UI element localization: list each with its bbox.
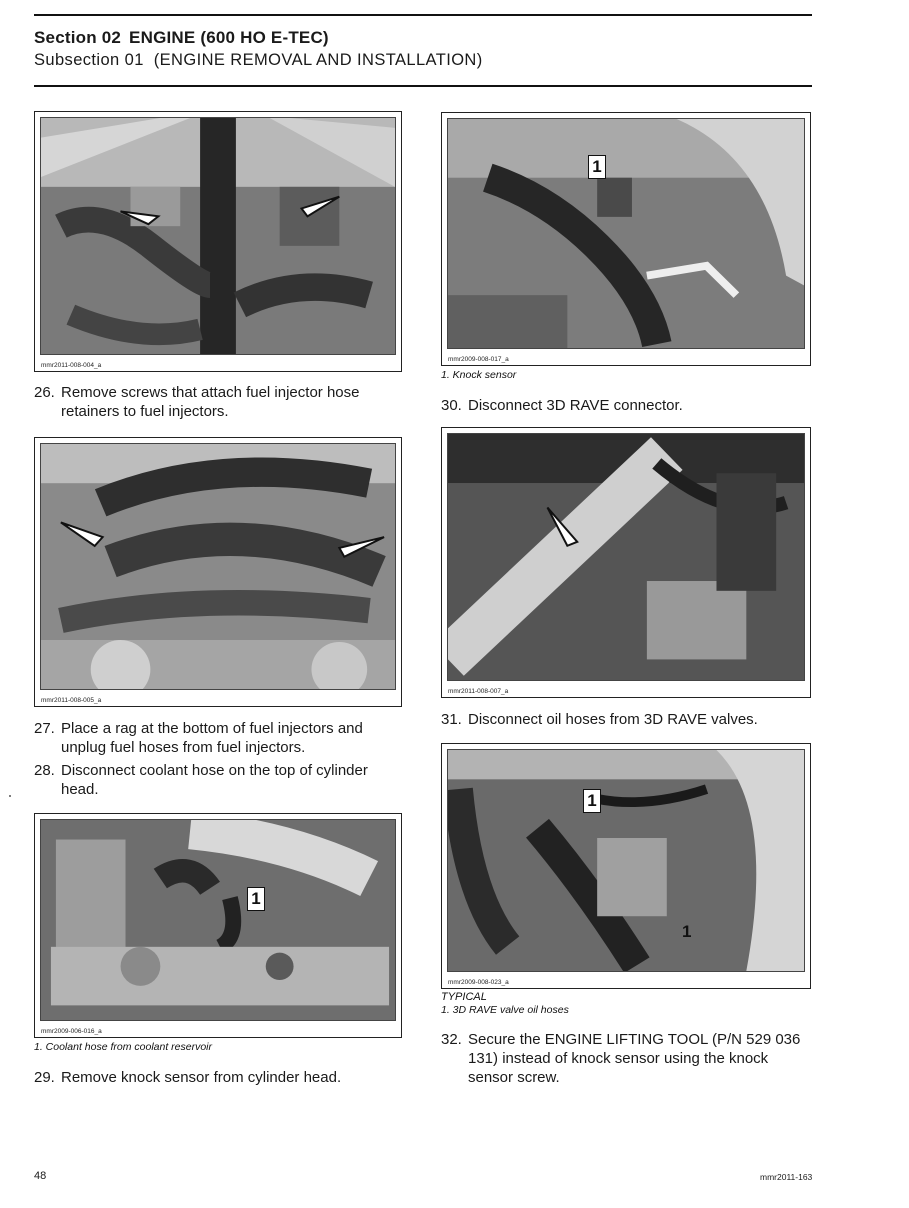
figure-id: mmr2009-008-023_a [448,979,509,986]
header-top-rule [34,14,812,16]
callout-1: 1 [247,887,265,911]
figure-caption-typical: TYPICAL [441,991,487,1003]
callout-1: 1 [588,155,606,179]
engine-photo [447,749,805,972]
engine-photo [40,443,396,690]
figure-id: mmr2009-006-016_a [41,1028,102,1035]
figure-rave-oil-hoses [441,743,811,989]
section-title: Section 02 ENGINE (600 HO E-TEC) [34,28,329,47]
callout-1: 1 [583,789,601,813]
figure-id: mmr2011-008-004_a [41,362,102,369]
step-26: 26. Remove screws that attach fuel injector hose retainers to fuel injectors. [34,384,360,420]
figure-id: mmr2011-008-007_a [448,688,509,695]
subsection-title: Subsection 01 (ENGINE REMOVAL AND INSTALLATION) [34,51,483,69]
step-32: 32. Secure the ENGINE LIFTING TOOL (P/N 529 036 131) instead of knock sensor using the knock sensor screw. [441,1031,801,1086]
engine-photo [447,118,805,349]
step-28: 28. Disconnect coolant hose on the top of cylinder head. [34,762,368,798]
figure-caption: 1. 3D RAVE valve oil hoses [441,1004,569,1016]
step-27: 27. Place a rag at the bottom of fuel injectors and unplug fuel hoses from fuel injectors. [34,720,363,756]
callout-1: 1 [682,922,692,941]
figure-caption: 1. Coolant hose from coolant reservoir [34,1041,213,1053]
page-number: 48 [34,1170,47,1182]
figure-coolant-hose [34,813,402,1038]
document-code: mmr2011-163 [760,1172,813,1182]
engine-photo [447,433,805,681]
figure-fuel-hoses [34,437,402,707]
header-bottom-rule [34,85,812,87]
figure-id: mmr2009-008-017_a [448,356,509,363]
figure-injector-retainers [34,111,402,372]
figure-knock-sensor [441,112,811,366]
scan-speck [9,795,11,797]
figure-rave-connector [441,427,811,698]
step-31: 31. Disconnect oil hoses from 3D RAVE valves. [441,711,758,728]
figure-id: mmr2011-008-005_a [41,697,102,704]
engine-photo [40,117,396,355]
step-29: 29. Remove knock sensor from cylinder head. [34,1069,342,1086]
step-30: 30. Disconnect 3D RAVE connector. [441,397,683,414]
engine-photo [40,819,396,1021]
figure-caption: 1. Knock sensor [441,369,517,381]
